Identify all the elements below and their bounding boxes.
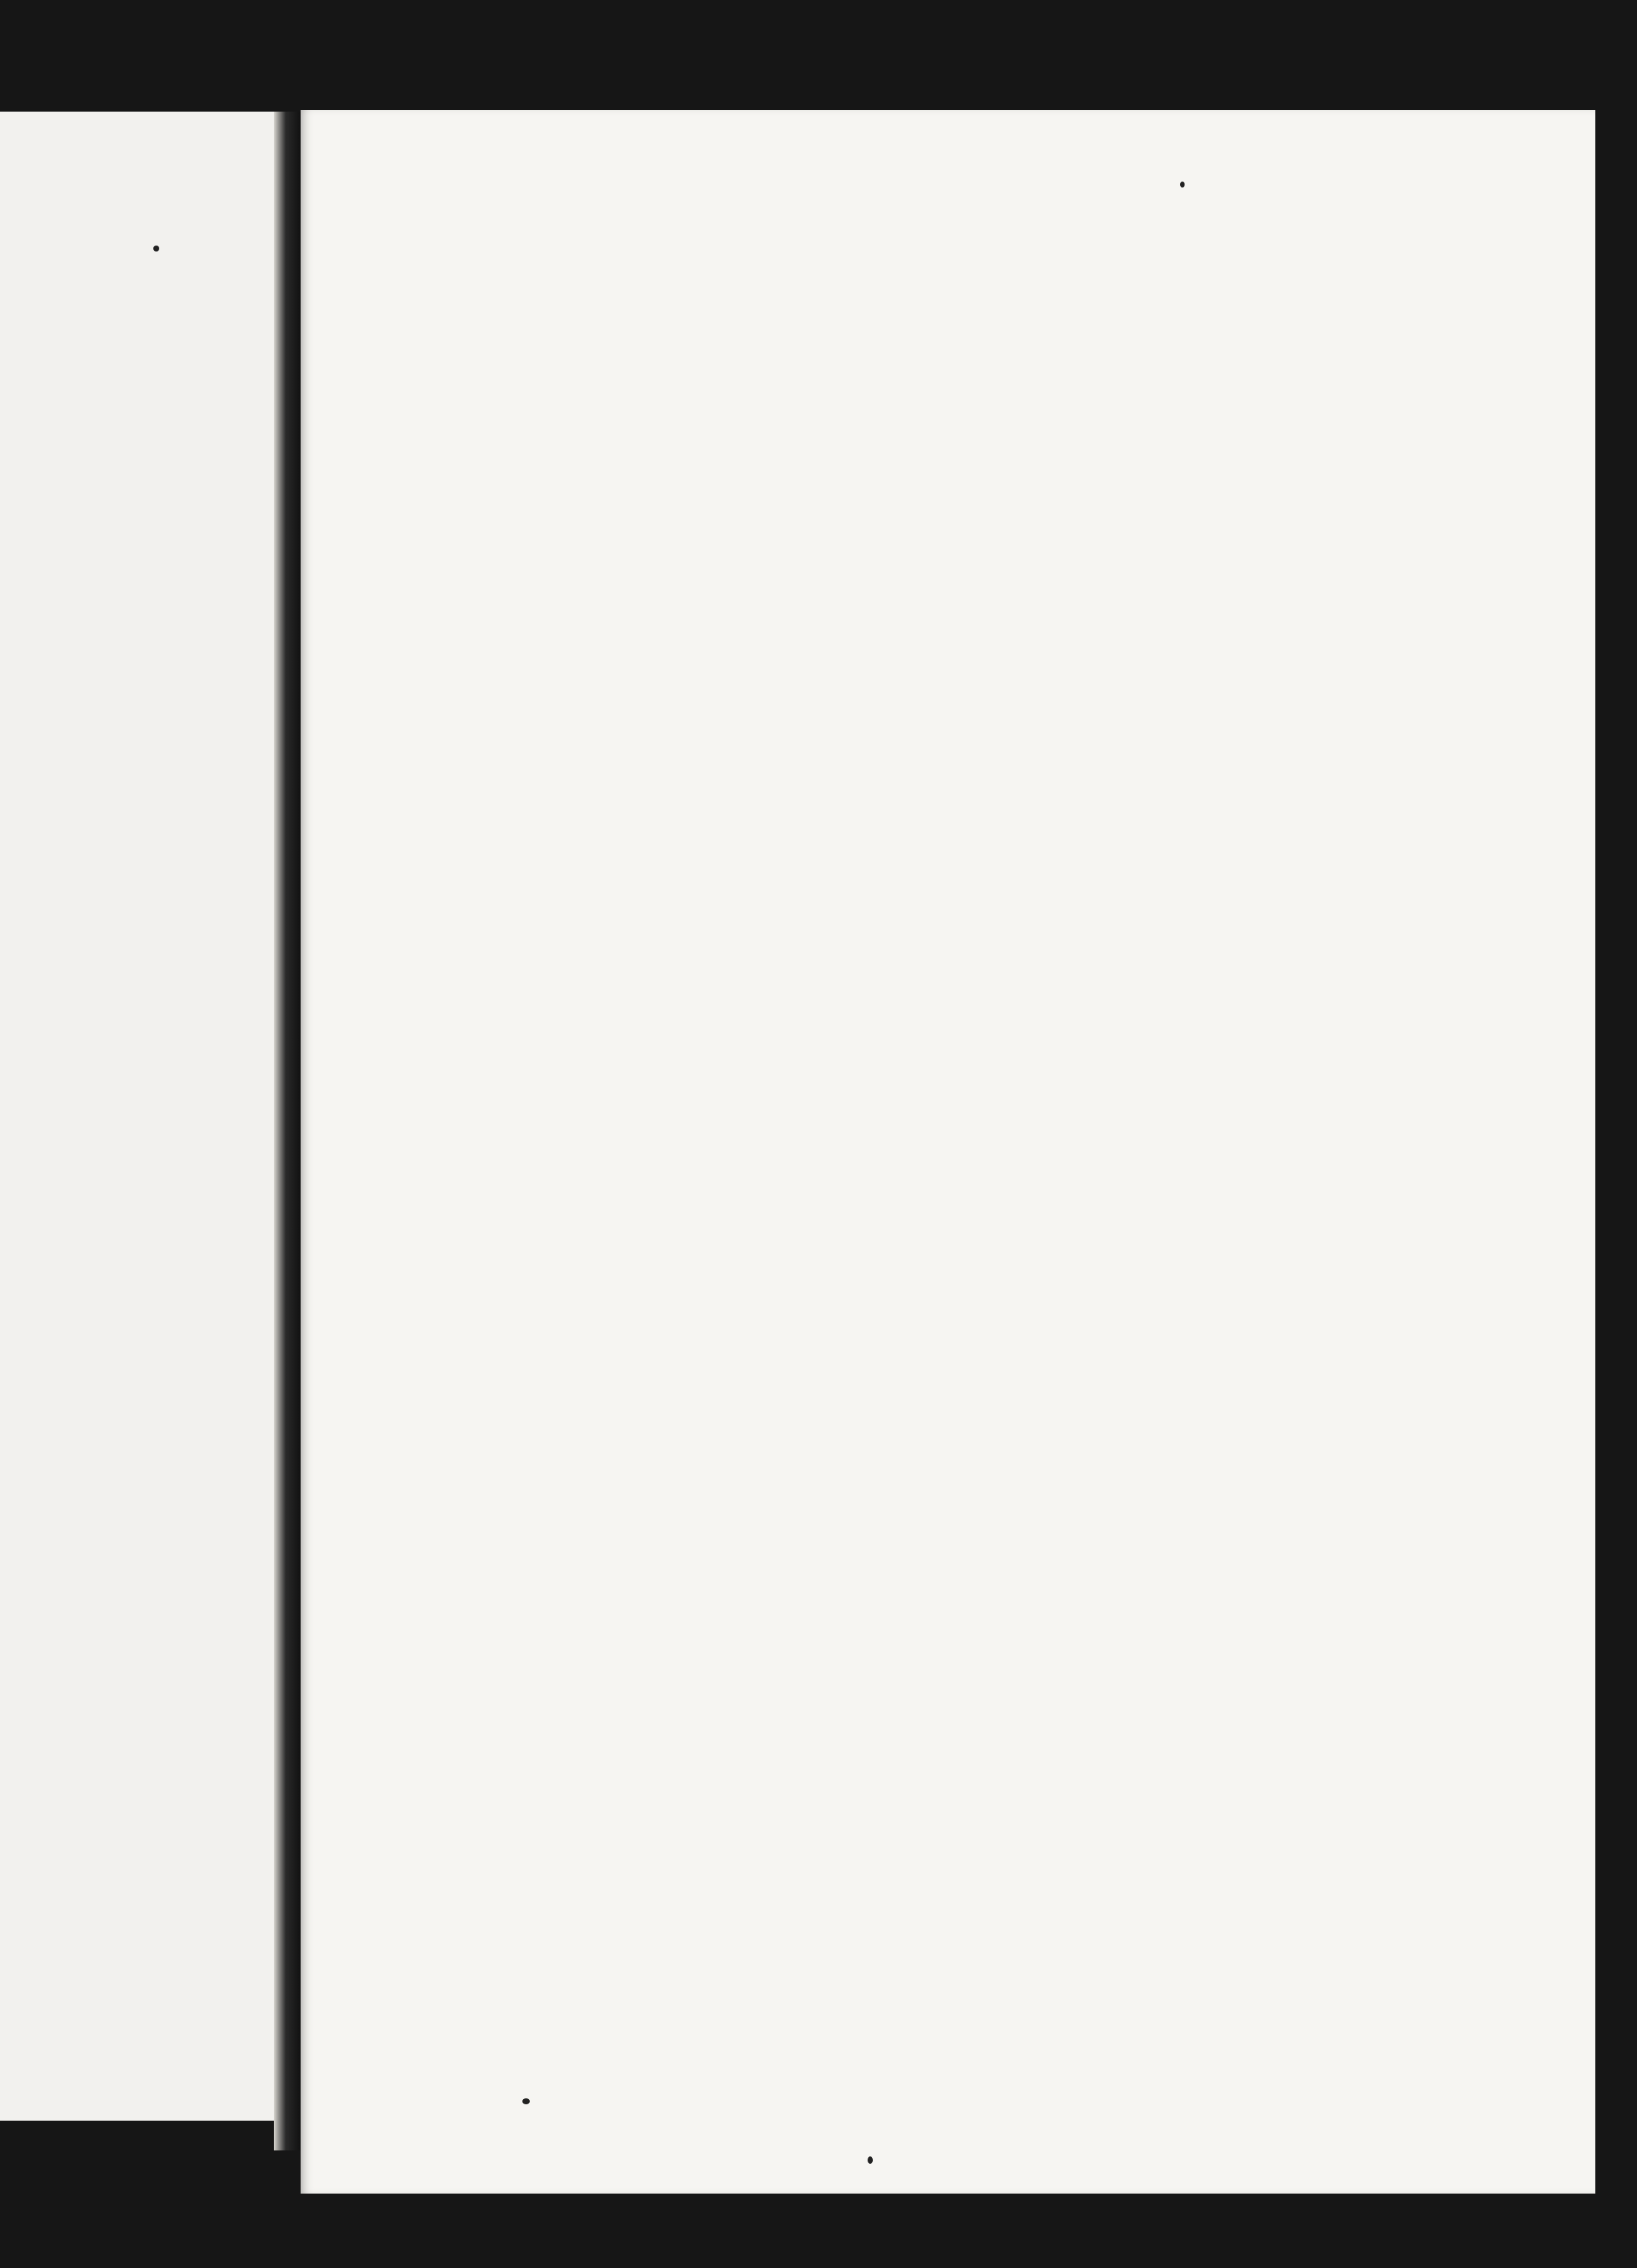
book-gutter bbox=[274, 112, 304, 2150]
left-page bbox=[0, 112, 275, 2121]
print-speck bbox=[868, 2156, 873, 2164]
print-speck bbox=[1180, 182, 1185, 188]
print-speck bbox=[522, 2098, 530, 2104]
print-speck bbox=[153, 246, 159, 252]
right-page bbox=[301, 110, 1595, 2194]
